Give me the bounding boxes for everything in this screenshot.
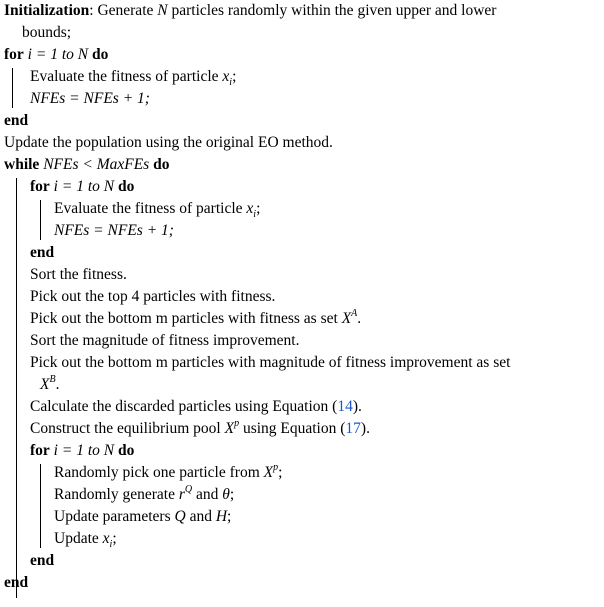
- while-body: [4, 176, 600, 572]
- for-loop-3-body: [4, 462, 600, 550]
- for-loop-1-header: for i = 1 to N do: [4, 46, 109, 63]
- for-loop-3-end: end: [30, 552, 55, 569]
- pick-top-line: Pick out the top 4 particles with fitness.: [30, 288, 276, 305]
- random-pick-line: Randomly pick one particle from $X^p$;: [54, 461, 283, 481]
- pick-bottom-line: Pick out the bottom m particles with fitness as set $X^A$.: [30, 307, 362, 327]
- init-label: Initialization: [4, 2, 90, 19]
- update-x-line: Update $x_i$;: [54, 530, 117, 551]
- while-header: while NFEs < MaxFEs do: [4, 156, 170, 173]
- nfes-increment-line: NFEs = NFEs + 1;: [54, 222, 174, 239]
- random-generate-line: Randomly generate $r^Q$ and θ;: [54, 483, 235, 503]
- for-loop-2-end: end: [30, 244, 55, 261]
- pick-magnitude-line-cont: $X^B$.: [40, 373, 60, 393]
- for-loop-2-body: [4, 198, 600, 242]
- for-loop-2-header: for i = 1 to N do: [30, 178, 135, 195]
- init-line-cont: bounds;: [22, 24, 72, 41]
- for-loop-3-header: for i = 1 to N do: [30, 442, 135, 459]
- calc-discarded-line: Calculate the discarded particles using Equation (14).: [30, 398, 362, 415]
- sort-fitness-line: Sort the fitness.: [30, 266, 127, 283]
- equation-ref-link[interactable]: 17: [345, 420, 361, 437]
- for-loop-1-body: [4, 66, 600, 110]
- equation-ref-link[interactable]: 14: [337, 398, 353, 415]
- eval-fitness-line: Evaluate the fitness of particle $x_i$;: [30, 68, 237, 89]
- update-population-line: Update the population using the original EO method.: [4, 134, 333, 151]
- nfes-increment-line: NFEs = NFEs + 1;: [30, 90, 150, 107]
- for-loop-1-end: end: [4, 112, 29, 129]
- eval-fitness-line: Evaluate the fitness of particle $x_i$;: [54, 200, 261, 221]
- sort-magnitude-line: Sort the magnitude of fitness improvement.: [30, 332, 300, 349]
- init-line: Initialization: Generate N particles randomly within the given upper and lower: [4, 2, 497, 19]
- update-parameters-line: Update parameters Q and H;: [54, 508, 232, 525]
- pick-magnitude-line: Pick out the bottom m particles with magnitude of fitness improvement as set: [30, 354, 511, 371]
- while-end: end: [4, 574, 29, 591]
- construct-pool-line: Construct the equilibrium pool $X^p$ using Equation (17).: [30, 417, 370, 437]
